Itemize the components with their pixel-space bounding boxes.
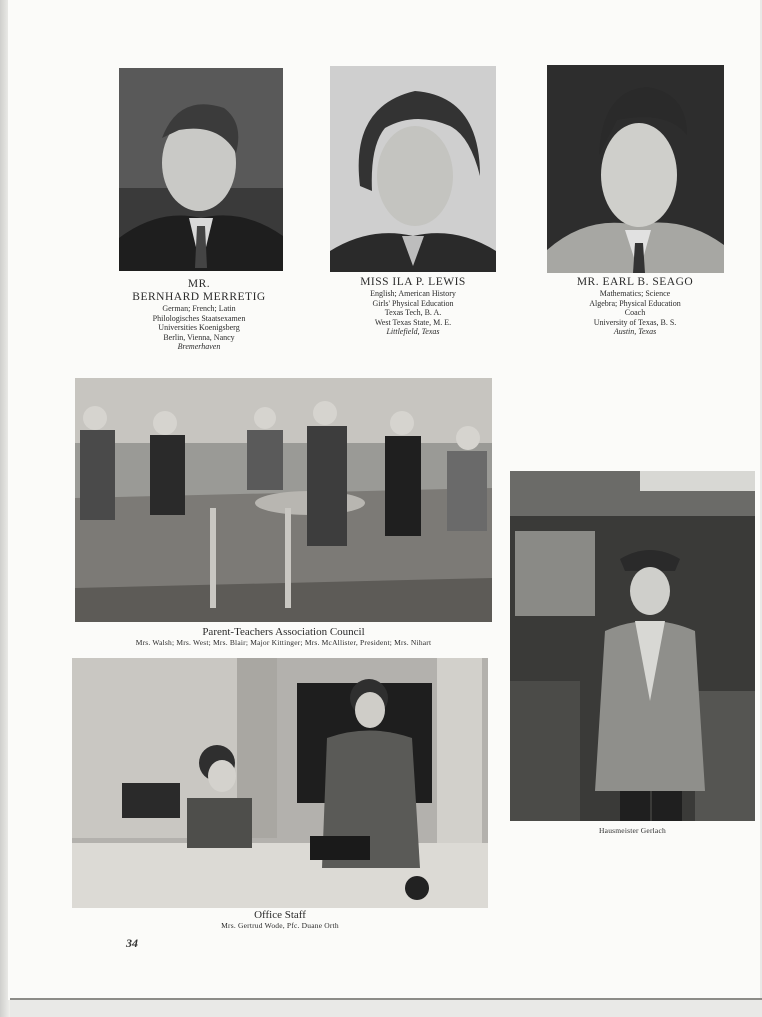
faculty-subjects: Mathematics; Science (599, 289, 671, 298)
caption-hausmeister (510, 826, 755, 835)
faculty-hometown: Littlefield, Texas (386, 327, 440, 336)
portrait-seago (547, 65, 724, 273)
faculty-subjects: Algebra; Physical Education (589, 298, 681, 308)
pta-title: Parent-Teachers Association Council (202, 626, 365, 638)
page-number: 34 (126, 936, 138, 950)
faculty-name: MR. EARL B. SEAGO (576, 276, 694, 288)
faculty-education: University of Texas, B. S. (593, 317, 677, 327)
faculty-education: Texas Tech, B. A. (384, 308, 442, 317)
photo-pta-council (75, 378, 492, 622)
faculty-education: West Texas State, M. E. (374, 317, 452, 327)
caption-seago (545, 276, 725, 337)
photo-office-staff (72, 658, 488, 908)
pta-members: Mrs. Walsh; Mrs. West; Mrs. Blair; Major Kittinger; Mrs. McAllister, President; Mrs. Nihart (135, 638, 432, 647)
faculty-name: BERNHARD MERRETIG (132, 291, 266, 303)
faculty-subjects: Girls' Physical Education (372, 298, 454, 308)
office-title: Office Staff (254, 909, 306, 921)
faculty-subjects: English; American History (370, 289, 456, 298)
portrait-lewis (330, 66, 496, 272)
caption-pta (75, 626, 492, 647)
page-bottom-edge (10, 998, 762, 1000)
faculty-title: MR. (187, 278, 211, 290)
faculty-education: Berlin, Vienna, Nancy (163, 332, 235, 342)
hausmeister-name: Hausmeister Gerlach (599, 826, 666, 835)
office-members: Mrs. Gertrud Wode, Pfc. Duane Orth (221, 921, 339, 930)
faculty-name: MISS ILA P. LEWIS (360, 276, 466, 288)
portrait-merretig (119, 68, 283, 271)
faculty-role: Coach (624, 308, 646, 317)
faculty-hometown: Austin, Texas (613, 327, 657, 336)
faculty-hometown: Bremerhaven (177, 342, 221, 351)
faculty-degree: Philologisches Staatsexamen (152, 313, 246, 323)
caption-merretig (115, 278, 283, 352)
caption-office (72, 909, 488, 930)
caption-lewis (330, 276, 496, 337)
faculty-education: Universities Koenigsberg (158, 323, 240, 332)
photo-hausmeister (510, 471, 755, 821)
faculty-subjects: German; French; Latin (162, 304, 236, 313)
